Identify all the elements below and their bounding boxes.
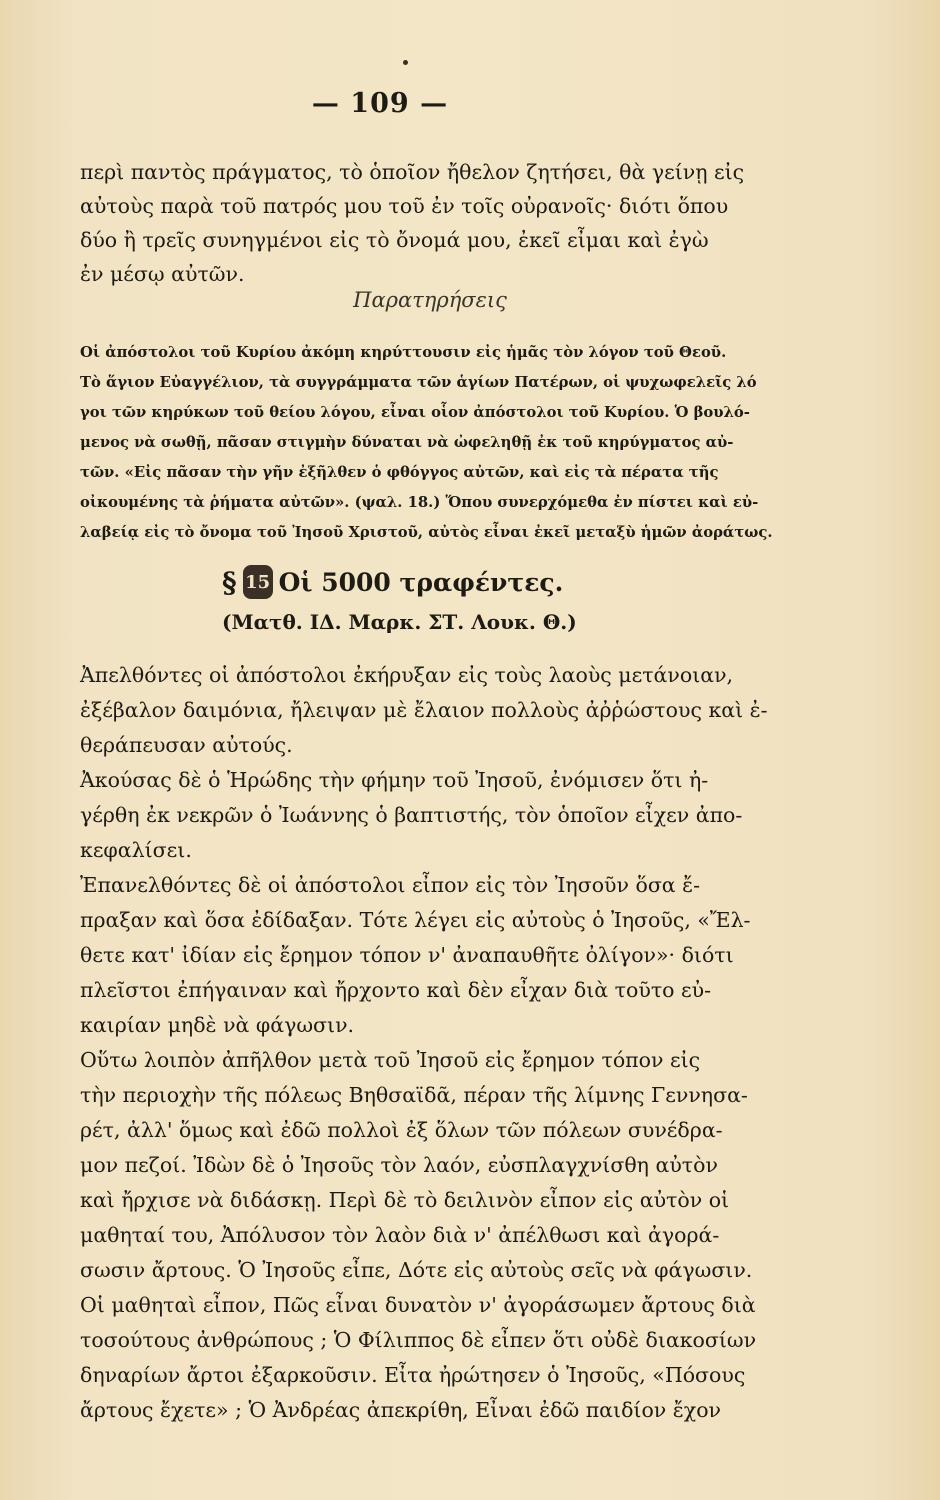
- intro-line: δύο ἢ τρεῖς συνηγμένοι εἰς τὸ ὄνομά μου, ἐκεῖ εἶμαι καὶ ἐγὼ: [80, 228, 709, 252]
- page-number: — 109 —: [311, 88, 449, 119]
- body-line: πλεῖστοι ἐπήγαιναν καὶ ἤρχοντο καὶ δὲν εἶχαν διὰ τοῦτο εὐ-: [80, 978, 712, 1002]
- body-line: μον πεζοί. Ἰδὼν δὲ ὁ Ἰησοῦς τὸν λαόν, εὐσπλαγχνίσθη αὐτὸν: [80, 1153, 718, 1177]
- observation-line: γοι τῶν κηρύκων τοῦ θείου λόγου, εἶναι οἷον ἀπόστολοι τοῦ Κυρίου. Ὁ βουλό-: [80, 404, 750, 421]
- intro-line: αὐτοὺς παρὰ τοῦ πατρός μου τοῦ ἐν τοῖς οὐρανοῖς· διότι ὅπου: [80, 194, 729, 218]
- section-heading: [222, 562, 563, 602]
- intro-line: ἐν μέσῳ αὐτῶν.: [80, 262, 245, 286]
- section-sign: §: [222, 565, 237, 599]
- body-line: Ἀκούσας δὲ ὁ Ἡρώδης τὴν φήμην τοῦ Ἰησοῦ, ἐνόμισεν ὅτι ἠ-: [80, 768, 709, 792]
- observation-line: οἰκουμένης τὰ ῥήματα αὐτῶν». (ψαλ. 18.) Ὅπου συνερχόμεθα ἐν πίστει καὶ εὐ-: [80, 494, 759, 511]
- body-line: πραξαν καὶ ὅσα ἐδίδαξαν. Τότε λέγει εἰς αὐτοὺς ὁ Ἰησοῦς, «Ἔλ-: [80, 908, 751, 932]
- observation-line: τῶν. «Εἰς πᾶσαν τὴν γῆν ἐξῆλθεν ὁ φθόγγος αὐτῶν, καὶ εἰς τὰ πέρατα τῆς: [80, 464, 719, 481]
- body-line: κεφαλίσει.: [80, 838, 192, 862]
- observation-line: λαβείᾳ εἰς τὸ ὄνομα τοῦ Ἰησοῦ Χριστοῦ, αὐτὸς εἶναι ἐκεῖ μεταξὺ ἡμῶν ἀοράτως.: [80, 524, 773, 541]
- body-line: ἐξέβαλον δαιμόνια, ἤλειψαν μὲ ἔλαιον πολλοὺς ἀῤῥώστους καὶ ἐ-: [80, 698, 768, 722]
- body-line: μαθηταί του, Ἀπόλυσον τὸν λαὸν διὰ ν' ἀπέλθωσι καὶ ἀγορά-: [80, 1223, 720, 1247]
- body-line: ρέτ, ἀλλ' ὅμως καὶ ἐδῶ πολλοὶ ἐξ ὅλων τῶν πόλεων συνέδρα-: [80, 1118, 723, 1142]
- body-line: θεράπευσαν αὐτούς.: [80, 733, 293, 757]
- body-line: Οὕτω λοιπὸν ἀπῆλθον μετὰ τοῦ Ἰησοῦ εἰς ἔρημον τόπον εἰς: [80, 1048, 701, 1072]
- ink-dot: [403, 60, 408, 65]
- section-number-badge: 15: [243, 565, 273, 599]
- body-line: Ἐπανελθόντες δὲ οἱ ἀπόστολοι εἶπον εἰς τὸν Ἰησοῦν ὅσα ἔ-: [80, 873, 701, 897]
- body-line: Ἀπελθόντες οἱ ἀπόστολοι ἐκήρυξαν εἰς τοὺς λαοὺς μετάνοιαν,: [80, 663, 734, 687]
- body-line: γέρθη ἐκ νεκρῶν ὁ Ἰωάννης ὁ βαπτιστής, τὸν ὁποῖον εἶχεν ἀπο-: [80, 803, 743, 827]
- body-line: τὴν περιοχὴν τῆς πόλεως Βηθσαϊδᾶ, πέραν τῆς λίμνης Γεννησα-: [80, 1083, 748, 1107]
- observations-heading: Παρατηρήσεις: [353, 288, 507, 312]
- body-line: καιρίαν μηδὲ νὰ φάγωσιν.: [80, 1013, 355, 1037]
- observation-line: μενος νὰ σωθῇ, πᾶσαν στιγμὴν δύναται νὰ ὠφεληθῇ ἐκ τοῦ κηρύγματος αὐ-: [80, 434, 734, 451]
- body-line: τοσούτους ἀνθρώπους ; Ὁ Φίλιππος δὲ εἶπεν ὅτι οὐδὲ διακοσίων: [80, 1328, 757, 1352]
- body-line: καὶ ἤρχισε νὰ διδάσκῃ. Περὶ δὲ τὸ δειλινὸν εἶπον εἰς αὐτὸν οἱ: [80, 1188, 730, 1212]
- section-title: Οἱ 5000 τραφέντες.: [278, 567, 564, 597]
- body-line: ἄρτους ἔχετε» ; Ὁ Ἀνδρέας ἀπεκρίθη, Εἶναι ἐδῶ παιδίον ἔχον: [80, 1398, 721, 1422]
- body-line: δηναρίων ἄρτοι ἐξαρκοῦσιν. Εἶτα ἠρώτησεν ὁ Ἰησοῦς, «Πόσους: [80, 1363, 746, 1387]
- body-line: θετε κατ' ἰδίαν εἰς ἔρημον τόπον ν' ἀναπαυθῆτε ὀλίγον»· διότι: [80, 943, 734, 967]
- intro-line: περὶ παντὸς πράγματος, τὸ ὁποῖον ἤθελον ζητήσει, θὰ γείνῃ εἰς: [80, 160, 745, 184]
- observation-line: Τὸ ἅγιον Εὐαγγέλιον, τὰ συγγράμματα τῶν ἁγίων Πατέρων, οἱ ψυχωφελεῖς λό: [80, 374, 757, 391]
- observation-line: Οἱ ἀπόστολοι τοῦ Κυρίου ἀκόμη κηρύττουσιν εἰς ἡμᾶς τὸν λόγον τοῦ Θεοῦ.: [80, 344, 727, 361]
- body-line: Οἱ μαθηταὶ εἶπον, Πῶς εἶναι δυνατὸν ν' ἀγοράσωμεν ἄρτους διὰ: [80, 1293, 756, 1317]
- body-line: σωσιν ἄρτους. Ὁ Ἰησοῦς εἶπε, Δότε εἰς αὐτοὺς σεῖς νὰ φάγωσιν.: [80, 1258, 753, 1282]
- scripture-references: (Ματθ. ΙΔ. Μαρκ. ΣΤ. Λουκ. Θ.): [222, 610, 577, 634]
